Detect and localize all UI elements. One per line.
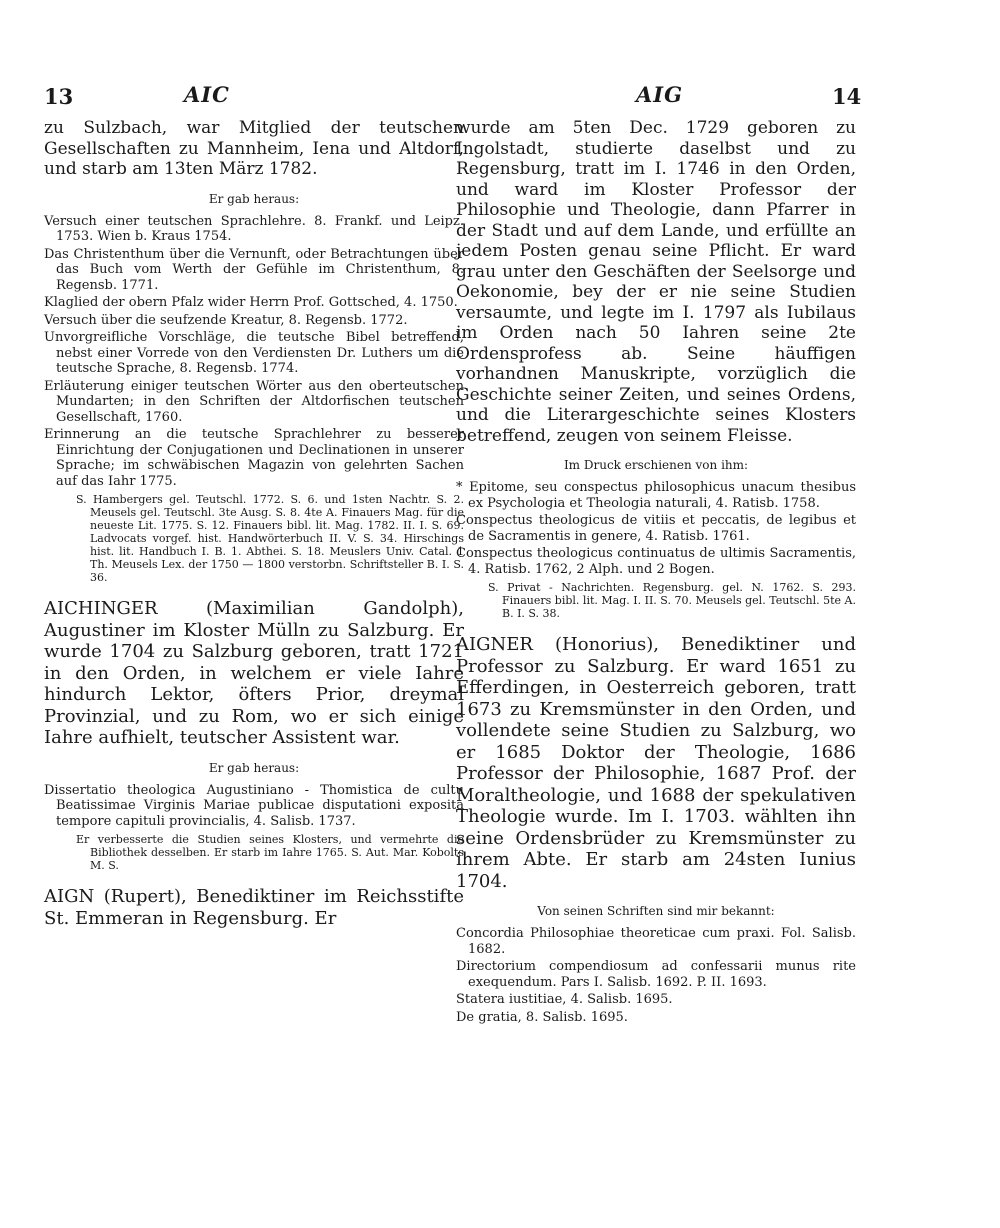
source-note: S. Hambergers gel. Teutschl. 1772. S. 6. und 1sten Nachtr. S. 2. Meusels gel. Teutschl. 3te Ausg. S. 8. 4te A. Finauers Mag. für die neueste Lit. 1775. S. 12. Finauers bibl. lit. Mag. 1782. II. I. S. 69. Ladvocats vorgef. hist. Handwörterbuch II. V. S. 34. Hirschings hist. lit. Handbuch I. B. 1. Abthei. S. 18. Meuslers Univ. Catal. 1 Th. Meusels Lex. der 1750 — 1800 verstorbn. Schriftsteller B. I. S. 36. <box>76 493 464 584</box>
page-number-left: 13 <box>44 84 74 109</box>
entry-continuation: wurde am 5ten Dec. 1729 geboren zu Ingolstadt, studierte daselbst und zu Regensburg, tratt im I. 1746 in den Orden, und ward im Kloster Professor der Philosophie und Theologie, dann Pfarrer in der Stadt und auf dem Lande, und erfüllte an jedem Posten genau seine Pflicht. Er ward grau unter den Geschäften der Seelsorge und Oekonomie, bey der er nie seine Studien versaumte, und legte im I. 1797 als Iubilaus im Orden nach 50 Iahren seine 2te Ordensprofess ab. Seine häuffigen vorhandnen Manuskripte, vorzüglich die Geschichte seiner Zeiten, und seines Ordens, und die Literargeschichte seines Klosters betreffend, zeugen von seinem Fleisse. <box>456 118 856 446</box>
source-note: Er verbesserte die Studien seines Klosters, und vermehrte die Bibliothek desselben. Er starb im Iahre 1765. S. Aut. Mar. Kobolts M. S. <box>76 833 464 872</box>
entry-aigner: AIGNER (Honorius), Benediktiner und Professor zu Salzburg. Er ward 1651 zu Efferdingen, in Oesterreich geboren, tratt 1673 zu Kremsmünster in den Orden, und vollendete seine Studien zu Salzburg, wo er 1685 Doktor der Theologie, 1686 Professor der Philosophie, 1687 Prof. der Moraltheologie, und 1688 der spekulativen Theologie wurde. Im I. 1703. wählten ihn seine Ordensbrüder zu Kremsmünster zu ihrem Abte. Er starb am 24sten Iunius 1704. <box>456 634 856 892</box>
work-item: Conspectus theologicus de vitiis et peccatis, de legibus et de Sacramentis in genere, 4. Ratisb. 1761. <box>456 513 856 544</box>
works-heading: Er gab heraus: <box>208 191 300 206</box>
work-item: Das Christenthum über die Vernunft, oder Betrachtungen über das Buch vom Werth der Gefühle im Christenthum, 8. Regensb. 1771. <box>44 246 464 293</box>
work-item: Erinnerung an die teutsche Sprachlehrer zu besserer Einrichtung der Conjugationen und Declinationen in unserer Sprache; im schwäbischen Magazin von gelehrten Sachen auf das Iahr 1775. <box>44 427 464 489</box>
work-item: Versuch über die seufzende Kreatur, 8. Regensb. 1772. <box>44 312 408 328</box>
running-head-left: AIC <box>184 82 230 107</box>
work-item: Klaglied der obern Pfalz wider Herrn Prof. Gottsched, 4. 1750. <box>44 295 458 310</box>
work-item: Versuch einer teutschen Sprachlehre. 8. Frankf. und Leipz. 1753. Wien b. Kraus 1754. <box>44 213 464 244</box>
work-item: * Epitome, seu conspectus philosophicus unacum thesibus ex Psychologia et Theologia naturali, 4. Ratisb. 1758. <box>456 480 856 511</box>
works-heading: Im Druck erschienen von ihm: <box>563 458 749 472</box>
right-column <box>456 118 856 1027</box>
entry-aichinger: AICHINGER (Maximilian Gandolph), Augustiner im Kloster Mülln zu Salzburg. Er wurde 1704 zu Salzburg geboren, tratt 1721 in den Orden, in welchem er viele Iahre hindurch Lektor, öfters Prior, dreymal Provinzial, und zu Rom, wo er sich einige Iahre aufhielt, teutscher Assistent war. <box>44 598 464 748</box>
work-item: Dissertatio theologica Augustiniano - Thomistica de cultu Beatissimae Virginis Mariae publicae disputationi exposita tempore capituli provincialis, 4. Salisb. 1737. <box>44 782 464 829</box>
left-column <box>44 118 464 929</box>
work-item: Concordia Philosophiae theoreticae cum praxi. Fol. Salisb. 1682. <box>456 926 856 957</box>
work-item: Unvorgreifliche Vorschläge, die teutsche Bibel betreffend, nebst einer Vorrede von den Verdiensten Dr. Luthers um die teutsche Sprache, 8. Regensb. 1774. <box>44 330 464 376</box>
work-item: Erläuterung einiger teutschen Wörter aus den oberteutschen Mundarten; in den Schriften der Altdorfischen teutschen Gesellschaft, 1760. <box>44 378 464 425</box>
work-item: Statera iustitiae, 4. Salisb. 1695. <box>456 992 673 1007</box>
works-heading: Von seinen Schriften sind mir bekannt: <box>537 904 775 918</box>
work-item: Conspectus theologicus continuatus de ultimis Sacramentis, 4. Ratisb. 1762, 2 Alph. und 2 Bogen. <box>456 546 856 577</box>
running-head-right: AIG <box>636 82 684 107</box>
entry-continuation: zu Sulzbach, war Mitglied der teutschen Gesellschaften zu Mannheim, Iena und Altdorf, und starb am 13ten März 1782. <box>44 118 464 179</box>
source-note: S. Privat - Nachrichten. Regensburg. gel. N. 1762. S. 293. Finauers bibl. lit. Mag. I. II. S. 70. Meusels gel. Teutschl. 5te A. B. I. S. 38. <box>488 581 856 620</box>
entry-aign: AIGN (Rupert), Benediktiner im Reichsstifte St. Emmeran in Regensburg. Er <box>44 886 464 929</box>
page-number-right: 14 <box>832 84 862 109</box>
work-item: Directorium compendiosum ad confessarii munus rite exequendum. Pars I. Salisb. 1692. P. II. 1693. <box>456 959 856 990</box>
works-heading: Er gab heraus: <box>208 760 300 775</box>
work-item: De gratia, 8. Salisb. 1695. <box>456 1009 628 1025</box>
